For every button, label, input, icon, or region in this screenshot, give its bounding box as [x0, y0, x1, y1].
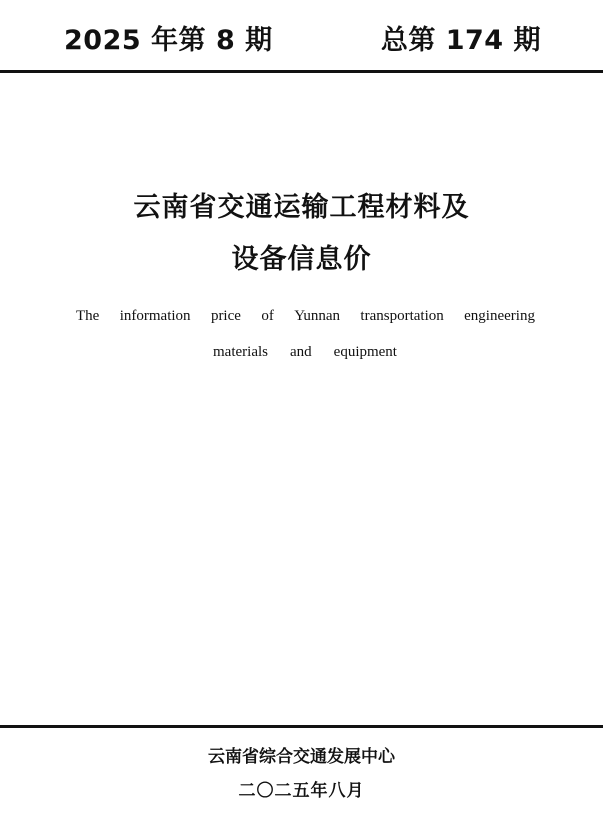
english-word: equipment — [333, 344, 397, 360]
header-divider — [0, 70, 603, 73]
english-word: and — [289, 344, 312, 360]
english-word: materials — [213, 344, 268, 360]
english-word: price — [210, 308, 241, 324]
issue-number: 2025 年第 8 期 — [64, 25, 273, 56]
english-word: Yunnan — [294, 308, 341, 324]
english-word: of — [261, 308, 274, 324]
cover-title-line-2: 设备信息价 — [231, 244, 372, 275]
english-word: information — [119, 308, 191, 324]
english-word: transportation — [360, 308, 444, 324]
publisher-name: 云南省综合交通发展中心 — [208, 747, 395, 767]
english-subtitle-line-2 — [213, 344, 397, 361]
total-issue-number: 总第 174 期 — [380, 25, 541, 56]
english-word: The — [76, 308, 100, 324]
footer-divider — [0, 725, 603, 728]
cover-title-line-1: 云南省交通运输工程材料及 — [133, 192, 470, 223]
publication-date: 二〇二五年八月 — [238, 781, 365, 801]
english-subtitle-line-1 — [76, 308, 535, 325]
english-word: engineering — [464, 308, 535, 324]
